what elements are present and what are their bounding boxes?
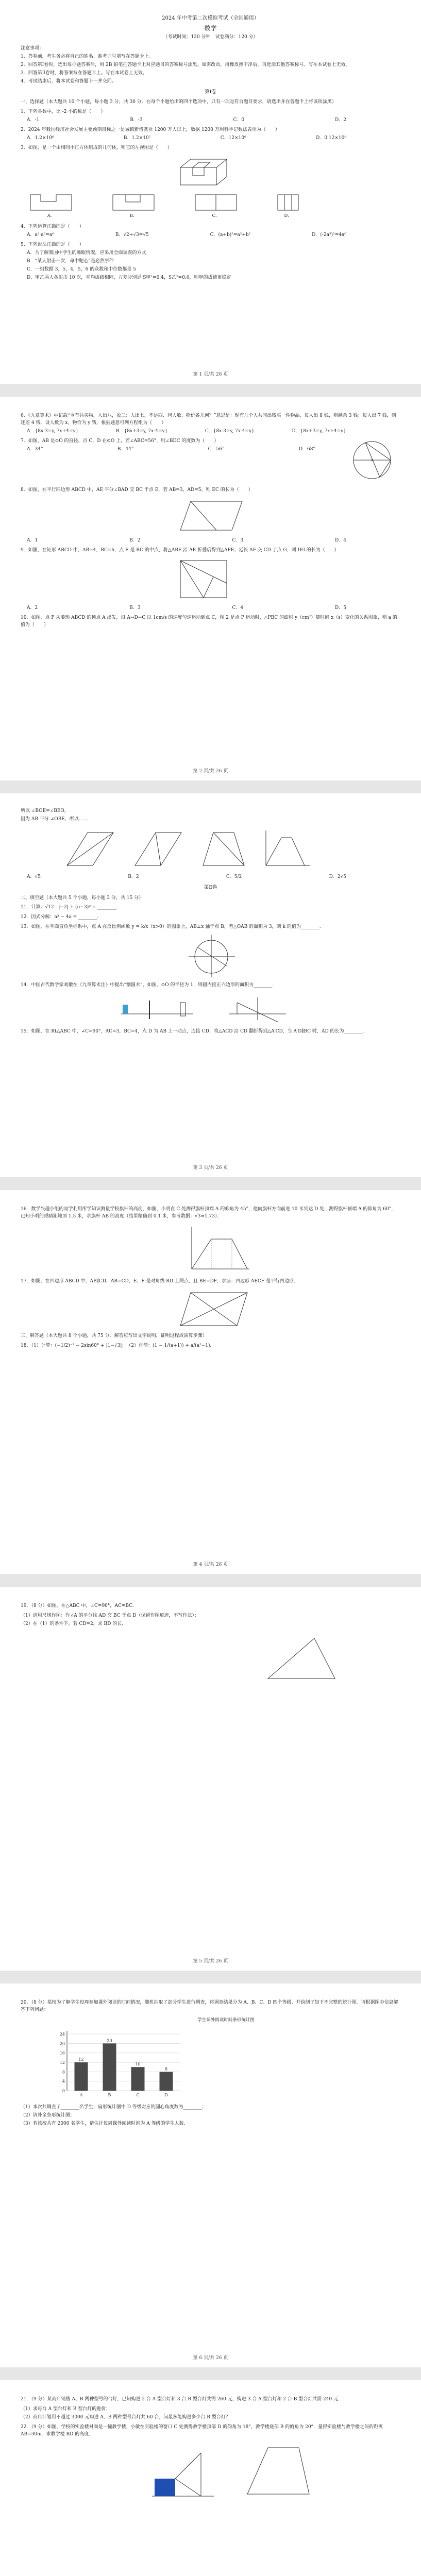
option: D．0.12×10⁸ bbox=[316, 135, 346, 141]
function-graph bbox=[261, 827, 312, 871]
option: B．2 bbox=[129, 537, 141, 543]
option-c-figure: C． bbox=[193, 192, 239, 219]
question-stem: 10．如图，点 P 从菱形 ABCD 的顶点 A 出发，沿 A→D→C 以 1cm/s 的速度匀速运动到点 C，图 2 是点 P 运动时，△PBC 的面积 y（cm²）随时间 x（s）变化的关系图象，则 a 的值为（ ） bbox=[21, 615, 397, 628]
option: B．3 bbox=[129, 605, 141, 611]
question-7 bbox=[21, 438, 400, 484]
question-15: 15．如图，在 Rt△ABC 中，∠C=90°，AC=3，BC=4，点 D 为 AB 上一动点，连接 CD，将△ACD 沿 CD 翻折得到△A′CD，当 A′D∥BC 时，AD 的长为________． bbox=[21, 1029, 367, 1035]
question-part: （2）在（1）的条件下，若 CD=2，求 BD 的长． bbox=[21, 1621, 127, 1626]
x-tick-label: C bbox=[136, 2093, 140, 2098]
x-tick-label: B bbox=[108, 2093, 111, 2098]
exam-page-6 bbox=[0, 1984, 421, 2367]
solid-figure bbox=[175, 155, 400, 188]
notice-heading: 注意事项： bbox=[21, 46, 44, 52]
question-stem: 1．下列各数中，比 -2 小的数是（ ） bbox=[21, 109, 106, 115]
question-13 bbox=[21, 924, 400, 979]
option: D．{8x+3=y, 7x+4=y} bbox=[292, 428, 346, 434]
solution-line: 因为 AB 平分 ∠OBE，所以…… bbox=[21, 816, 88, 822]
data-label: 10 bbox=[135, 2062, 141, 2067]
rectangle-fold-figure bbox=[175, 556, 400, 603]
question-20: 20．（8 分）某校为了解学生每周参加课外阅读的时间情况，随机抽取了部分学生进行调查，将调查结果分为 A、B、C、D 四个等级，并绘制了如下不完整的统计图．请根据图中信息解答下列问题： bbox=[21, 2000, 398, 2012]
option: C．3 bbox=[232, 537, 244, 543]
circle-coordinate-figure bbox=[186, 933, 400, 979]
option: D．甲乙两人各射击 10 次，平均成绩相同，方差分别是 S甲²=0.4，S乙²=0.6，则甲的成绩更稳定 bbox=[27, 275, 231, 280]
section2-intro: 二、填空题（本大题共 5 个小题，每小题 3 分，共 15 分） bbox=[21, 895, 144, 901]
q10-figures bbox=[62, 827, 400, 871]
question-stem: 2．2024 年我国经济社会发展主要预期目标之一是城镇新增就业 1200 万人以上，数据 1200 万用科学记数法表示为（ ） bbox=[21, 127, 280, 133]
question-4 bbox=[21, 224, 400, 239]
option: A．{8x-3=y, 7x+4=y} bbox=[27, 428, 79, 434]
chart-title: 学生课外阅读时间条形统计图 bbox=[197, 2017, 255, 2023]
section3-intro: 三、解答题（本大题共 8 个小题，共 75 分．解答应写出文字说明，证明过程或演算步骤） bbox=[21, 1333, 207, 1338]
question-9 bbox=[21, 547, 400, 612]
option: B．44° bbox=[117, 446, 134, 452]
option: A．-1 bbox=[27, 117, 40, 123]
part1-title: 第Ⅰ卷 bbox=[205, 89, 216, 95]
option: C．0 bbox=[233, 117, 245, 123]
data-label: 12 bbox=[78, 2057, 84, 2062]
exam-page-7 bbox=[0, 2380, 421, 2576]
option: A．1.2×10⁶ bbox=[27, 135, 54, 141]
option: D．5 bbox=[335, 605, 346, 611]
question-18: 18．（1）计算：(−1/2)⁻² − 2sin60° + |1−√3|； （2）化简：(1 − 1/(a+1)) ÷ a/(a²−1)． bbox=[21, 1343, 215, 1348]
data-label: 8 bbox=[164, 2066, 168, 2072]
option: B．-3 bbox=[130, 117, 143, 123]
option: C．一组数据 3，5，4，5，6 的众数和中位数都是 5 bbox=[27, 266, 136, 272]
question-21: 21．（9 分）某商店销售 A、B 两种型号的台灯，已知购进 2 台 A 型台灯和 3 台 B 型台灯共需 260 元，购进 3 台 A 型台灯和 2 台 B 型台灯共需 240 元． bbox=[21, 2397, 343, 2402]
question-14 bbox=[21, 982, 400, 1024]
question-22: 22．（9 分）如图，学校的实验楼对面是一幢教学楼，小敏在实验楼的窗口 C 处测得教学楼顶部 D 的仰角为 18°，教学楼底部 B 的俯角为 20°，量得实验楼与教学楼之间的距离 AB=30m．求教学楼 BD 的高度． bbox=[21, 2424, 383, 2437]
question-part: （3）若该校共有 2000 名学生，请估计每周课外阅读时间为 A 等级的学生人数． bbox=[21, 2121, 189, 2126]
question-2 bbox=[21, 127, 400, 142]
exam-page-5 bbox=[0, 1587, 421, 1971]
y-tick-label: 24 bbox=[59, 2032, 65, 2037]
option: D．4 bbox=[335, 537, 346, 543]
option: A．a²·a³=a⁶ bbox=[27, 232, 54, 238]
page-footer: 第 5 页/共 26 页 bbox=[193, 1959, 228, 1964]
part2-title: 第Ⅱ卷 bbox=[204, 884, 217, 890]
option: B．{8x+3=y, 7x-4=y} bbox=[115, 428, 168, 434]
bar-chart-svg bbox=[52, 2024, 186, 2101]
page-footer: 第 2 页/共 26 页 bbox=[193, 769, 228, 774]
trapezoid-figure bbox=[237, 2443, 314, 2499]
question-stem: 7．如图，AB 是⊙O 的直径，点 C，D 在⊙O 上，若∠ABC=56°，则∠BDC 的度数为（ ） bbox=[21, 438, 219, 444]
option: C．56° bbox=[208, 446, 225, 452]
notice-item: 3．回答第Ⅱ卷时，将答案写在答题卡上。写在本试卷上无效。 bbox=[21, 70, 147, 76]
question-1 bbox=[21, 109, 400, 124]
exam-page-1 bbox=[0, 0, 421, 384]
option-d-figure: D． bbox=[275, 192, 301, 219]
question-6 bbox=[21, 413, 400, 435]
question-3 bbox=[21, 145, 400, 219]
option-a-figure: A． bbox=[28, 192, 74, 219]
y-tick-label: 0 bbox=[62, 2089, 65, 2094]
question-part: （1）本次共调查了________名学生；扇形统计图中 D 等级对应的圆心角度数为________； bbox=[21, 2105, 207, 2110]
bar-chart bbox=[52, 2017, 400, 2101]
page-footer: 第 1 页/共 26 页 bbox=[193, 372, 228, 378]
exam-page-2 bbox=[0, 397, 421, 781]
question-stem: 5．下列说法正确的是（ ） bbox=[21, 242, 84, 248]
bar bbox=[103, 2043, 116, 2091]
lens-diagram bbox=[227, 993, 289, 1024]
question-part: （1）请用尺规作图：作∠A 的平分线 AD 交 BC 于点 D（保留作图痕迹，不写作法）； bbox=[21, 1613, 199, 1618]
line-graph-figure bbox=[186, 1224, 400, 1275]
option: C．{8x-3=y, 7x-4=y} bbox=[205, 428, 255, 434]
question-part: （1）求每台 A 型台灯和 B 型台灯的进价； bbox=[21, 2406, 111, 2412]
x-tick-label: D bbox=[164, 2093, 168, 2098]
exam-page-4 bbox=[0, 1190, 421, 1574]
y-tick-label: 8 bbox=[62, 2070, 65, 2075]
option: B．2 bbox=[128, 874, 139, 879]
page-footer: 第 3 页/共 26 页 bbox=[193, 1165, 228, 1171]
option: A．1 bbox=[27, 537, 38, 543]
rhombus-figure bbox=[62, 827, 119, 871]
option: B．√2+√3=√5 bbox=[115, 232, 149, 238]
question-part: （2）商店计划用不超过 3000 元购进 A、B 两种型号台灯共 60 台，问最多能购进多少台 B 型台灯？ bbox=[21, 2414, 230, 2420]
option: A．√5 bbox=[27, 874, 41, 879]
notice-item: 1．答卷前，考生务必将自己的姓名、准考证号填写在答题卡上。 bbox=[21, 54, 154, 59]
question-part: （2）请补全条形统计图； bbox=[21, 2112, 75, 2118]
trapezoid-figure bbox=[198, 827, 249, 871]
option: A．34° bbox=[27, 446, 43, 452]
question-stem: 3．如图，是一个由相同小正方体组成的几何体，则它的左视图是（ ） bbox=[21, 145, 172, 151]
triangle-figure bbox=[263, 1633, 400, 1683]
question-stem: 4．下列运算正确的是（ ） bbox=[21, 224, 84, 230]
option: C．4 bbox=[232, 605, 244, 611]
notice-item: 2．回答第Ⅰ卷时，选出每小题答案后，用 2B 铅笔把答题卡上对应题目的答案标号涂黑。如需改动，用橡皮擦干净后，再选涂其他答案标号。写在本试卷上无效。 bbox=[21, 62, 350, 67]
option: D．2 bbox=[335, 117, 346, 123]
lens-figure bbox=[119, 993, 196, 1024]
question-5 bbox=[21, 242, 400, 282]
y-tick-label: 20 bbox=[59, 2041, 65, 2046]
circle-figure bbox=[349, 438, 395, 482]
exam-meta: （考试时间：120 分钟 试卷满分：120 分） bbox=[163, 35, 258, 40]
section1-intro: 一、选择题（本大题共 10 个小题，每小题 3 分，共 30 分．在每个小题给出的四个选项中，只有一项是符合题目要求，请选出并在答题卡上将该项涂黑） bbox=[21, 99, 336, 105]
bar bbox=[160, 2072, 173, 2091]
option-b-figure: B． bbox=[110, 192, 157, 219]
question-stem: 6．《九章算术》中记载“今有共买物，人出八，盈三；人出七，不足四．问人数、物价各几何？”意思是：现有几个人共同出钱买一件物品，每人出 8 钱，则剩余 3 钱；每人出 7 钱，则还差 4 钱．设人数为 x，物价为 y 钱，根据题意可列方程组为（ ） bbox=[21, 413, 396, 426]
page-footer: 第 4 页/共 26 页 bbox=[193, 1562, 228, 1568]
exam-subject: 数学 bbox=[204, 24, 217, 32]
data-label: 20 bbox=[107, 2038, 112, 2043]
question-8 bbox=[21, 487, 400, 545]
page-footer: 第 6 页/共 26 页 bbox=[193, 2355, 228, 2361]
rhombus-figure bbox=[130, 827, 187, 871]
option: A．2 bbox=[27, 605, 38, 611]
bar bbox=[75, 2062, 88, 2091]
notice-item: 4．考试结束后，将本试卷和答题卡一并交回。 bbox=[21, 78, 116, 84]
question-12: 12．因式分解：a³ − 4a = ________． bbox=[21, 914, 102, 920]
parallelogram-figure bbox=[175, 496, 400, 535]
quadrilateral-figure bbox=[175, 1289, 400, 1330]
option: B．“某人射击一次，命中靶心”是必然事件 bbox=[27, 258, 114, 264]
question-10 bbox=[21, 615, 400, 629]
option: B．1.2×10⁷ bbox=[123, 135, 151, 141]
option: D．2√5 bbox=[329, 874, 346, 879]
option: C．(a+b)²=a²+b² bbox=[210, 232, 251, 238]
solution-line: 所以 ∠BOE=∠BEO， bbox=[21, 808, 69, 814]
question-stem: 13．如图，在平面直角坐标系中，点 A 在反比例函数 y = k/x（x>0）的图象上，AB⊥x 轴于点 B，若△OAB 的面积为 3，则 k 的值为________． bbox=[21, 924, 324, 930]
question-stem: 8．如图，在平行四边形 ABCD 中，AE 平分∠BAD 交 BC 于点 E，若 AB=3，AD=5，则 EC 的长为（ ） bbox=[21, 487, 253, 493]
building-figure bbox=[149, 2448, 216, 2499]
question-11: 11．计算：√12 - |−2| + (π−3)⁰ = ________． bbox=[21, 905, 121, 910]
y-tick-label: 12 bbox=[59, 2060, 65, 2065]
y-tick-label: 16 bbox=[59, 2050, 65, 2056]
question-17: 17．如图，在四边形 ABCD 中，AB∥CD，AB=CD，E、F 是对角线 BD 上两点，且 BE=DF，求证：四边形 AECF 是平行四边形． bbox=[21, 1278, 298, 1284]
x-tick-label: A bbox=[79, 2093, 83, 2098]
option: D．68° bbox=[298, 446, 315, 452]
bar bbox=[131, 2067, 145, 2091]
y-tick-label: 4 bbox=[62, 2079, 65, 2084]
question-19: 19．（8 分）如图，在△ABC 中，∠C=90°，AC=BC． bbox=[21, 1603, 138, 1608]
question-stem: 9．如图，在矩形 ABCD 中，AB=4，BC=6，点 E 是 BC 的中点，将△ABE 沿 AE 折叠后得到△AFE，延长 AF 交 CD 于点 G，则 DG 的长为（ ） bbox=[21, 547, 339, 553]
option: A．为了解我国中学生的睡眠情况，应采用全面调查的方式 bbox=[27, 250, 146, 256]
exam-page-3 bbox=[0, 793, 421, 1177]
option: D．(-2a³)²=4a⁶ bbox=[312, 232, 346, 238]
exam-header-title: 2024 年中考第二次模拟考试（全国通用） bbox=[162, 15, 259, 21]
question-16: 16．数学兴趣小组的同学利用所学知识测量学校旗杆的高度，如图，小明在 C 处测得旗杆顶端 A 的仰角为 45°，他向旗杆方向前进 10 米到达 D 处，测得旗杆顶端 A 的仰角为 60°，已知小明的眼睛距地面 1.5 米，求旗杆 AB 的高度（结果精确到 0.1 米，参考数据：√3≈1.73）． bbox=[21, 1207, 396, 1219]
question-stem: 14．中国古代数学家刘徽在《九章算术注》中提出“割圆术”，如图，⊙O 的半径为 1，则圆内接正六边形的面积为________． bbox=[21, 982, 277, 988]
option: C．12×10⁶ bbox=[220, 135, 246, 141]
option: C．5/2 bbox=[226, 874, 242, 879]
